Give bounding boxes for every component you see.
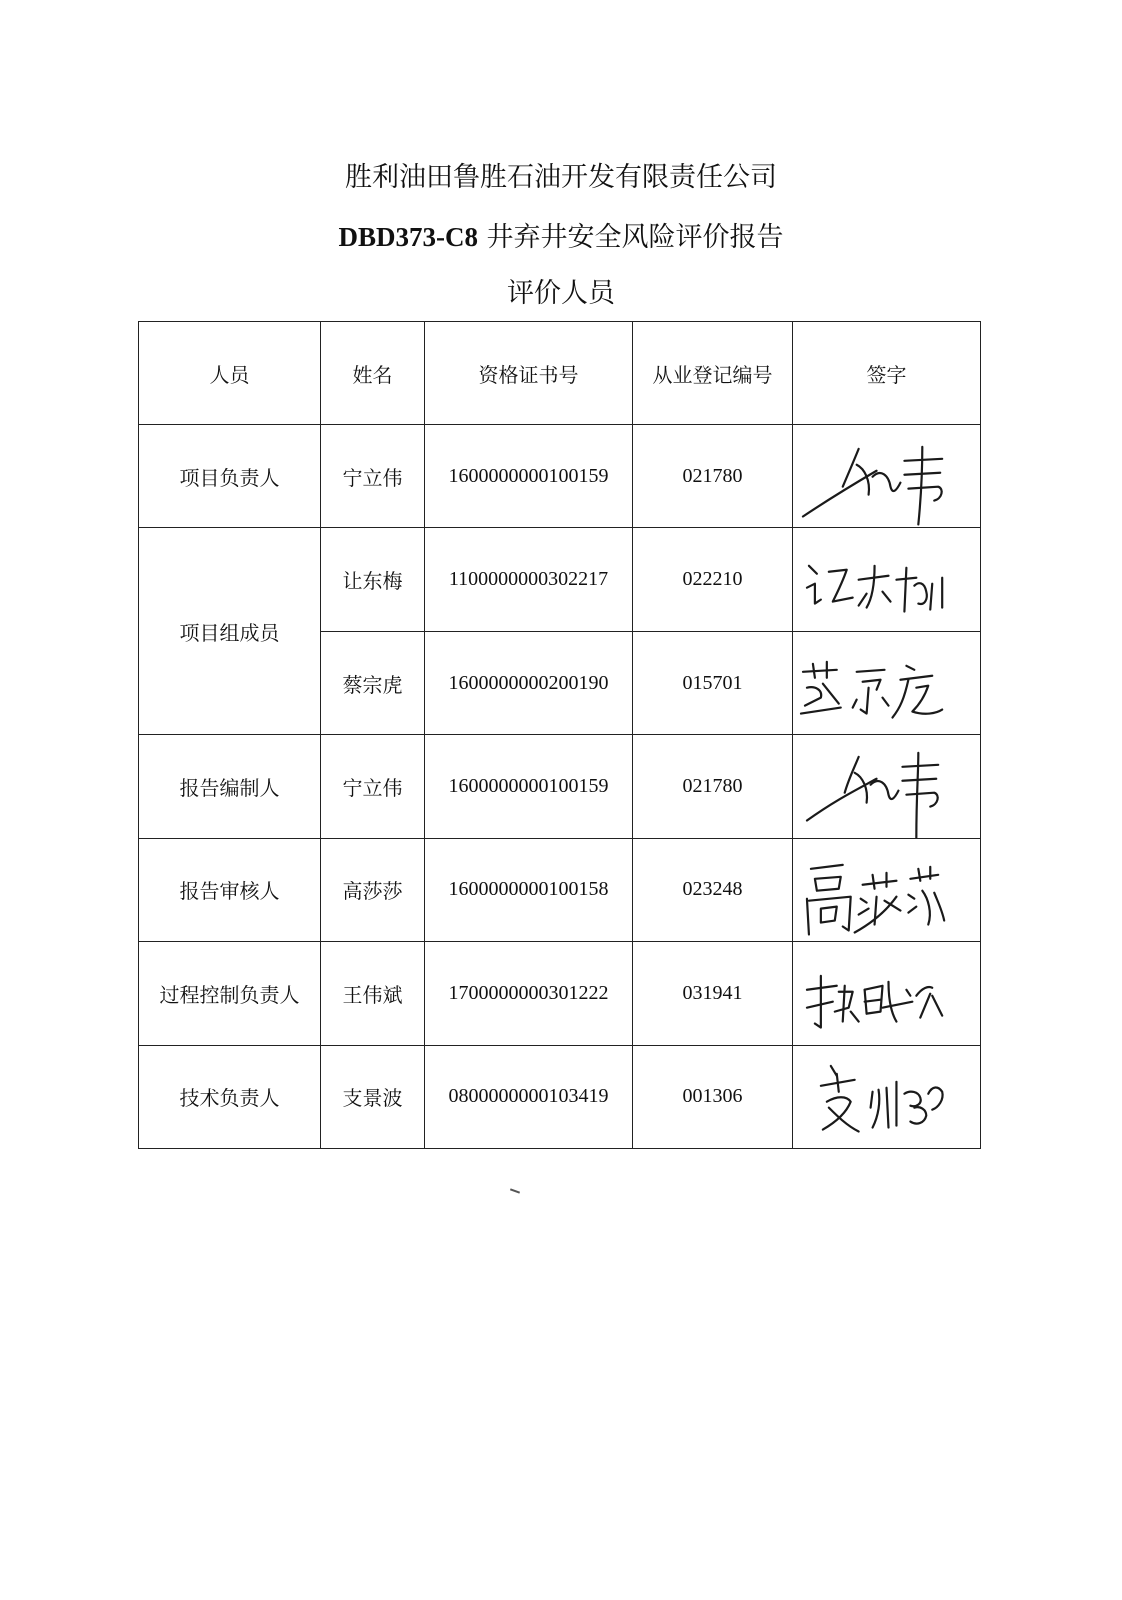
role-cell-members: 项目组成员 bbox=[139, 528, 321, 735]
name-cell: 让东梅 bbox=[321, 528, 425, 631]
signature-cell bbox=[793, 528, 981, 631]
cert-cell: 1100000000302217 bbox=[425, 528, 633, 631]
table-row bbox=[139, 735, 981, 838]
cert-cell: 1600000000100158 bbox=[425, 838, 633, 941]
report-name: 井弃井安全风险评价报告 bbox=[486, 222, 784, 253]
reg-cell: 021780 bbox=[633, 735, 793, 838]
reg-cell: 001306 bbox=[633, 1045, 793, 1148]
column-header-name: 姓名 bbox=[321, 322, 425, 425]
column-header-cert: 资格证书号 bbox=[425, 322, 633, 425]
signature-cell bbox=[793, 425, 981, 528]
reg-cell: 022210 bbox=[633, 528, 793, 631]
column-header-role: 人员 bbox=[139, 322, 321, 425]
cert-cell: 0800000000103419 bbox=[425, 1045, 633, 1148]
cert-cell: 1600000000200190 bbox=[425, 631, 633, 734]
section-title: 评价人员 bbox=[507, 278, 615, 309]
evaluator-table bbox=[138, 321, 981, 1149]
signature-cell bbox=[793, 631, 981, 734]
name-cell: 支景波 bbox=[321, 1045, 425, 1148]
signature-cell bbox=[793, 1045, 981, 1148]
cert-cell: 1600000000100159 bbox=[425, 425, 633, 528]
column-header-signature: 签字 bbox=[793, 322, 981, 425]
handwritten-signature bbox=[793, 735, 980, 837]
signature-cell bbox=[793, 838, 981, 941]
role-cell: 过程控制负责人 bbox=[139, 942, 321, 1045]
table-row bbox=[139, 1045, 981, 1148]
role-cell: 报告编制人 bbox=[139, 735, 321, 838]
table-row bbox=[139, 528, 981, 631]
handwritten-signature bbox=[793, 425, 980, 527]
table-row bbox=[139, 838, 981, 941]
name-cell: 高莎莎 bbox=[321, 838, 425, 941]
reg-cell: 031941 bbox=[633, 942, 793, 1045]
table-row bbox=[139, 425, 981, 528]
name-cell: 宁立伟 bbox=[321, 425, 425, 528]
name-cell: 宁立伟 bbox=[321, 735, 425, 838]
cert-cell: 1600000000100159 bbox=[425, 735, 633, 838]
role-cell: 项目负责人 bbox=[139, 425, 321, 528]
table-row bbox=[139, 942, 981, 1045]
reg-cell: 015701 bbox=[633, 631, 793, 734]
handwritten-signature bbox=[793, 1046, 980, 1148]
role-cell: 报告审核人 bbox=[139, 838, 321, 941]
name-cell: 蔡宗虎 bbox=[321, 631, 425, 734]
reg-cell: 023248 bbox=[633, 838, 793, 941]
column-header-reg: 从业登记编号 bbox=[633, 322, 793, 425]
handwritten-signature bbox=[793, 839, 980, 941]
report-title bbox=[0, 219, 1122, 256]
handwritten-signature bbox=[793, 528, 980, 630]
company-title: 胜利油田鲁胜石油开发有限责任公司 bbox=[345, 162, 777, 193]
name-cell: 王伟斌 bbox=[321, 942, 425, 1045]
report-code: DBD373-C8 bbox=[338, 222, 478, 252]
signature-cell bbox=[793, 735, 981, 838]
handwritten-signature bbox=[793, 632, 980, 734]
cert-cell: 1700000000301222 bbox=[425, 942, 633, 1045]
signature-cell bbox=[793, 942, 981, 1045]
role-cell: 技术负责人 bbox=[139, 1045, 321, 1148]
table-header-row bbox=[139, 322, 981, 425]
handwritten-signature bbox=[793, 942, 980, 1044]
reg-cell: 021780 bbox=[633, 425, 793, 528]
scan-mark bbox=[510, 1188, 520, 1193]
